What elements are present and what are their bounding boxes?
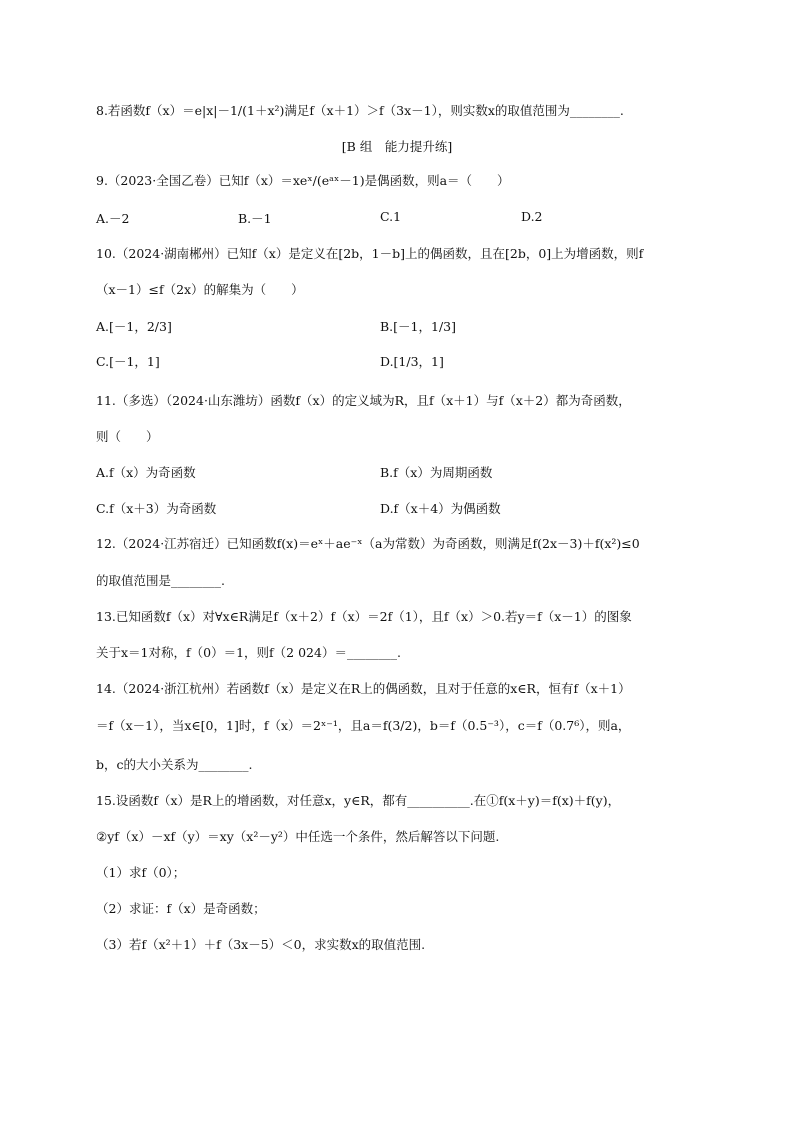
question-14-line-3: b，c的大小关系为________. <box>96 757 253 772</box>
question-13-line-1: 13.已知函数f（x）对∀x∈R满足f（x＋2）f（x）＝2f（1），且f（x）＞0.若y＝f（x－1）的图象 <box>96 609 632 624</box>
q9-option-a: A.－2 <box>96 211 130 226</box>
question-8: 8.若函数f（x）＝e|x|－1/(1＋x²)满足f（x＋1）＞f（3x－1），则实数x的取值范围为________. <box>96 103 624 118</box>
q10-option-b: B.[－1，1/3] <box>380 319 456 334</box>
question-13-line-2: 关于x＝1对称，f（0）＝1，则f（2 024）＝________. <box>96 645 401 660</box>
q11-option-a: A.f（x）为奇函数 <box>96 465 196 480</box>
question-12-line-1: 12.（2024·江苏宿迁）已知函数f(x)＝eˣ＋ae⁻ˣ（a为常数）为奇函数，则满足f(2x－3)＋f(x²)≤0 <box>96 536 640 551</box>
question-9: 9.（2023·全国乙卷）已知f（x）＝xeˣ/(eᵃˣ－1)是偶函数，则a＝（ ） <box>96 173 510 188</box>
q9-option-c: C.1 <box>380 209 402 224</box>
question-11-line-2: 则（ ） <box>96 429 159 444</box>
question-14-line-2: ＝f（x－1），当x∈[0，1]时，f（x）＝2ˣ⁻¹，且a＝f(3/2)，b＝f（0.5⁻³），c＝f（0.7⁶），则a， <box>96 718 631 733</box>
q10-option-a: A.[－1，2/3] <box>96 319 172 334</box>
question-10-line-1: 10.（2024·湖南郴州）已知f（x）是定义在[2b，1－b]上的偶函数，且在[2b，0]上为增函数，则f <box>96 246 644 261</box>
section-heading-b: [B 组 能力提升练] <box>341 139 453 154</box>
question-12-line-2: 的取值范围是________. <box>96 573 225 588</box>
question-10-line-2: （x－1）≤f（2x）的解集为（ ） <box>96 282 304 297</box>
question-15-line-1: 15.设函数f（x）是R上的增函数，对任意x，y∈R，都有__________.在①f(x＋y)＝f(x)＋f(y)， <box>96 793 621 808</box>
q9-option-d: D.2 <box>521 209 543 224</box>
question-11-line-1: 11.（多选）（2024·山东潍坊）函数f（x）的定义域为R，且f（x＋1）与f（x＋2）都为奇函数， <box>96 393 631 408</box>
question-14-line-1: 14.（2024·浙江杭州）若函数f（x）是定义在R上的偶函数，且对于任意的x∈R，恒有f（x＋1） <box>96 681 631 696</box>
q10-option-c: C.[－1，1] <box>96 354 160 369</box>
question-15-part-2: （2）求证：f（x）是奇函数； <box>96 901 266 916</box>
q11-option-d: D.f（x＋4）为偶函数 <box>380 501 501 516</box>
q10-option-d: D.[1/3，1] <box>380 354 444 369</box>
question-15-line-2: ②yf（x）－xf（y）＝xy（x²－y²）中任选一个条件，然后解答以下问题. <box>96 829 500 844</box>
question-15-part-1: （1）求f（0）； <box>96 865 186 880</box>
q11-option-c: C.f（x＋3）为奇函数 <box>96 501 217 516</box>
question-15-part-3: （3）若f（x²＋1）＋f（3x－5）＜0，求实数x的取值范围. <box>96 937 426 952</box>
q11-option-b: B.f（x）为周期函数 <box>380 465 493 480</box>
q9-option-b: B.－1 <box>238 211 272 226</box>
